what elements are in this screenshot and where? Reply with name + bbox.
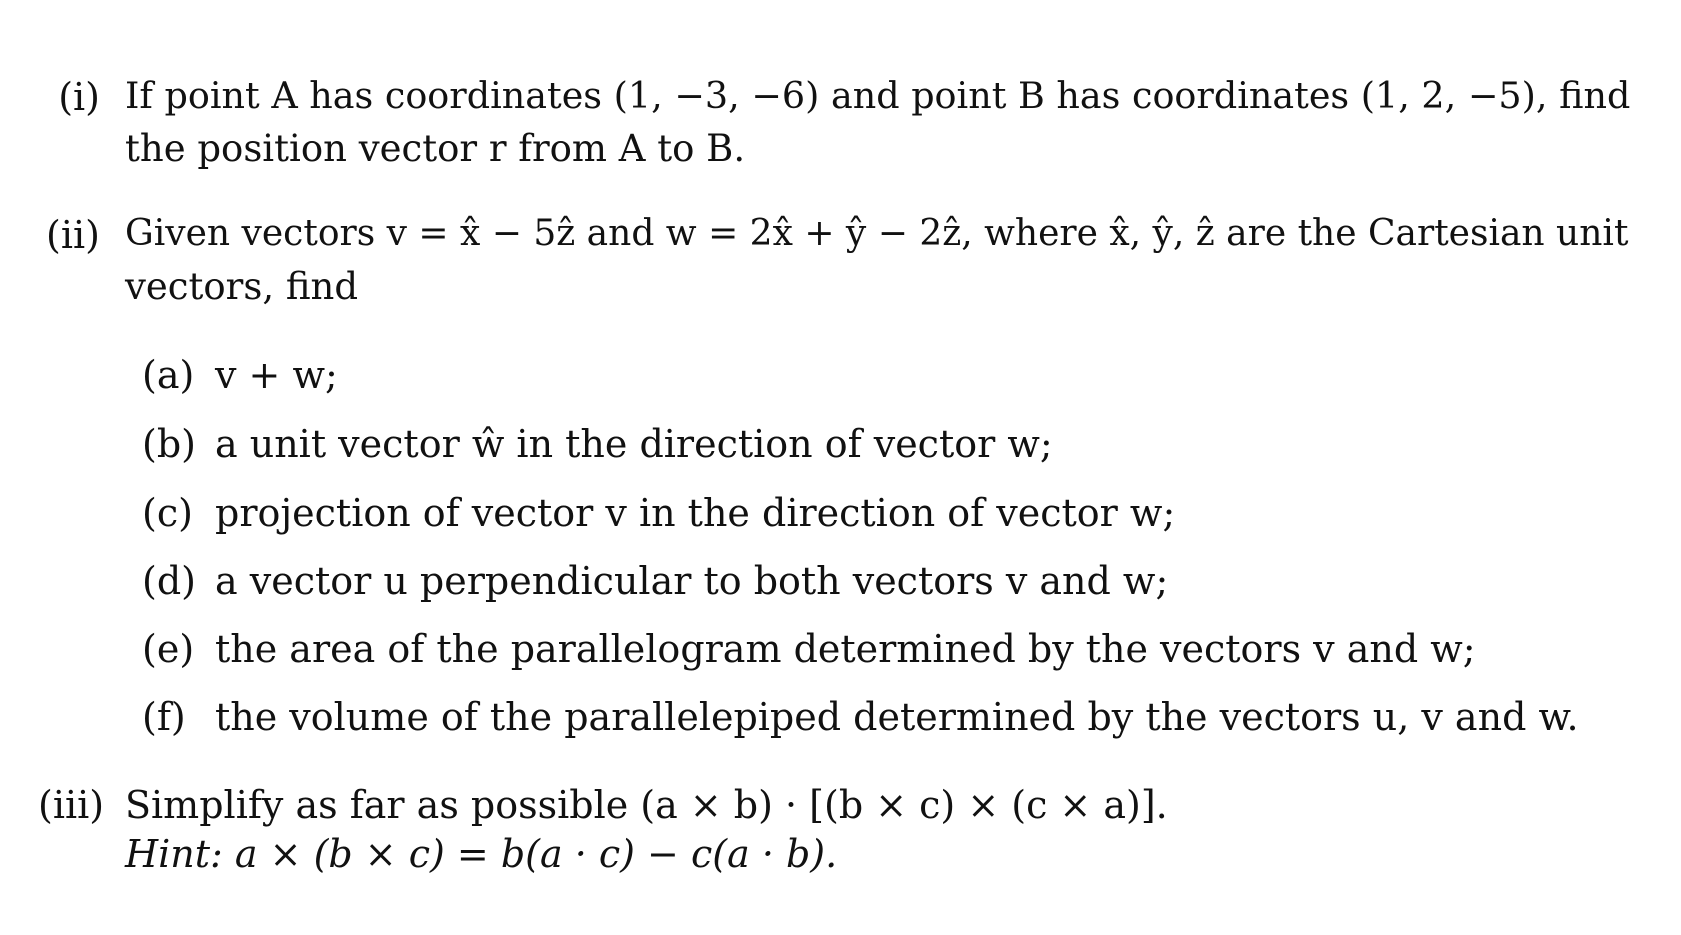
question-ii-label: (ii) xyxy=(46,213,100,257)
part-c-label: (c) xyxy=(142,491,193,535)
question-iii-line-1: Simplify as far as possible (a × b) · [(b × c) × (c × a)]. xyxy=(125,783,1168,827)
question-ii-line-1: Given vectors v = x̂ − 5ẑ and w = 2x̂ + ŷ − 2ẑ, where x̂, ŷ, ẑ are the Cartesian unit xyxy=(125,213,1629,254)
part-f-label: (f) xyxy=(142,695,186,739)
part-b-label: (b) xyxy=(142,422,196,466)
part-e-text: the area of the parallelogram determined by the vectors v and w; xyxy=(215,627,1476,671)
question-i-line-1: If point A has coordinates (1, −3, −6) and point B has coordinates (1, 2, −5), find xyxy=(125,74,1631,117)
part-d-label: (d) xyxy=(142,559,196,603)
part-e-label: (e) xyxy=(142,627,195,671)
part-b-text: a unit vector ŵ in the direction of vector w; xyxy=(215,422,1053,466)
part-f-text: the volume of the parallelepiped determined by the vectors u, v and w. xyxy=(215,695,1579,739)
question-i-label: (i) xyxy=(58,75,100,119)
question-iii-hint: Hint: a × (b × c) = b(a · c) − c(a · b). xyxy=(125,832,838,876)
question-iii-label: (iii) xyxy=(38,783,105,827)
question-ii-line-2: vectors, find xyxy=(125,265,359,308)
question-i-line-2: the position vector r from A to B. xyxy=(125,127,746,170)
part-d-text: a vector u perpendicular to both vectors v and w; xyxy=(215,559,1169,603)
part-c-text: projection of vector v in the direction of vector w; xyxy=(215,491,1176,535)
part-a-label: (a) xyxy=(142,353,195,397)
part-a-text: v + w; xyxy=(215,353,338,397)
